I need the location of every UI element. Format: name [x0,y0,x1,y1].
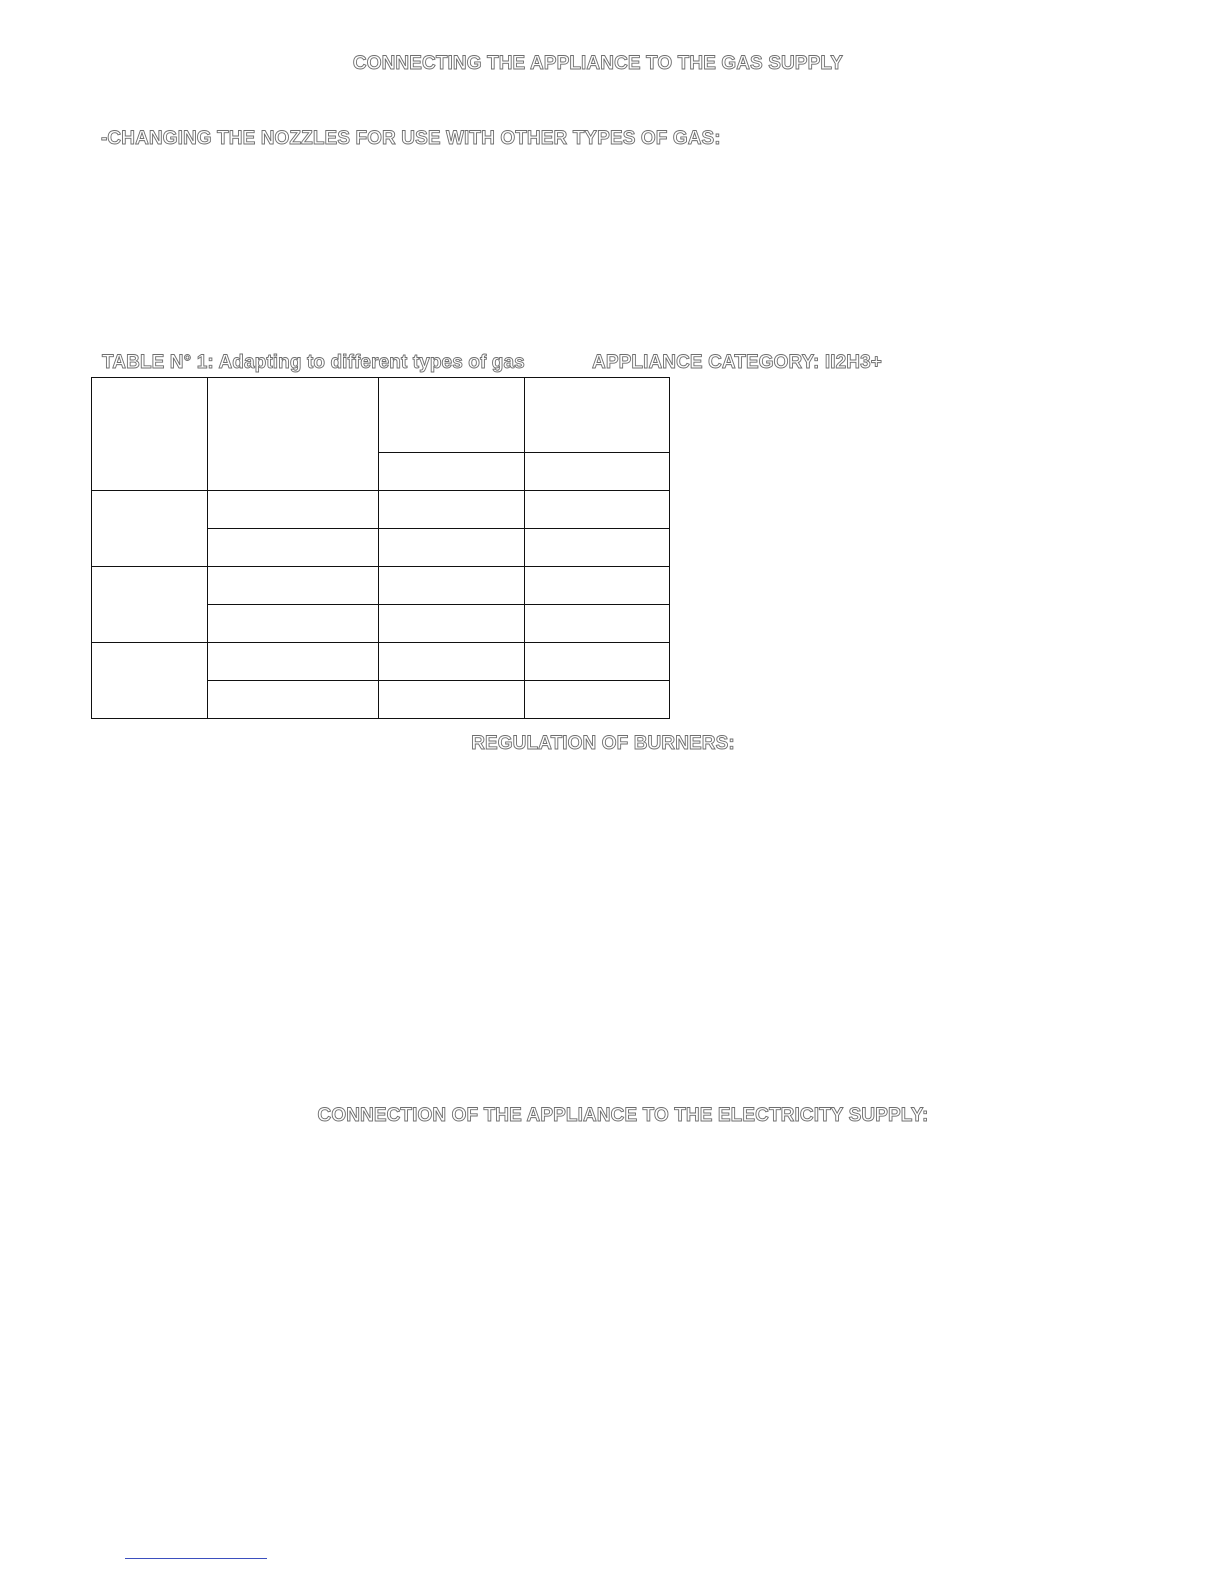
table-cell [379,529,525,567]
table-cell [525,605,670,643]
table-cell [525,567,670,605]
table-cell [379,643,525,681]
table-row [92,491,670,529]
table-cell [379,605,525,643]
table-cell [208,643,379,681]
electricity-heading: CONNECTION OF THE APPLIANCE TO THE ELECTRICITY SUPPLY: [317,1105,929,1126]
table-caption: TABLE N° 1: Adapting to different types of gas [102,352,525,373]
footnote-separator [125,1558,267,1559]
table-cell [525,453,670,491]
table-cell [525,681,670,719]
table-cell [525,529,670,567]
table-cell [379,453,525,491]
table-cell [92,643,208,719]
table-cell [525,378,670,453]
table-cell [208,681,379,719]
table-row [92,643,670,681]
table-cell [525,491,670,529]
table-cell [379,681,525,719]
document-title: CONNECTING THE APPLIANCE TO THE GAS SUPPLY [352,53,844,74]
table-cell [379,378,525,453]
table-cell [379,491,525,529]
table-cell [208,605,379,643]
table-cell [208,378,379,491]
table-cell [208,567,379,605]
table-cell [92,491,208,567]
table-header-row [92,378,670,453]
gas-adaptation-table [91,377,670,719]
table-cell [92,567,208,643]
table-cell [525,643,670,681]
table-row [92,567,670,605]
table-cell [208,491,379,529]
nozzles-subheading: -CHANGING THE NOZZLES FOR USE WITH OTHER TYPES OF GAS: [101,128,721,149]
regulation-heading: REGULATION OF BURNERS: [471,733,735,754]
table-cell [208,529,379,567]
appliance-category: APPLIANCE CATEGORY: II2H3+ [592,352,882,373]
table-cell [379,567,525,605]
table-cell [92,378,208,491]
